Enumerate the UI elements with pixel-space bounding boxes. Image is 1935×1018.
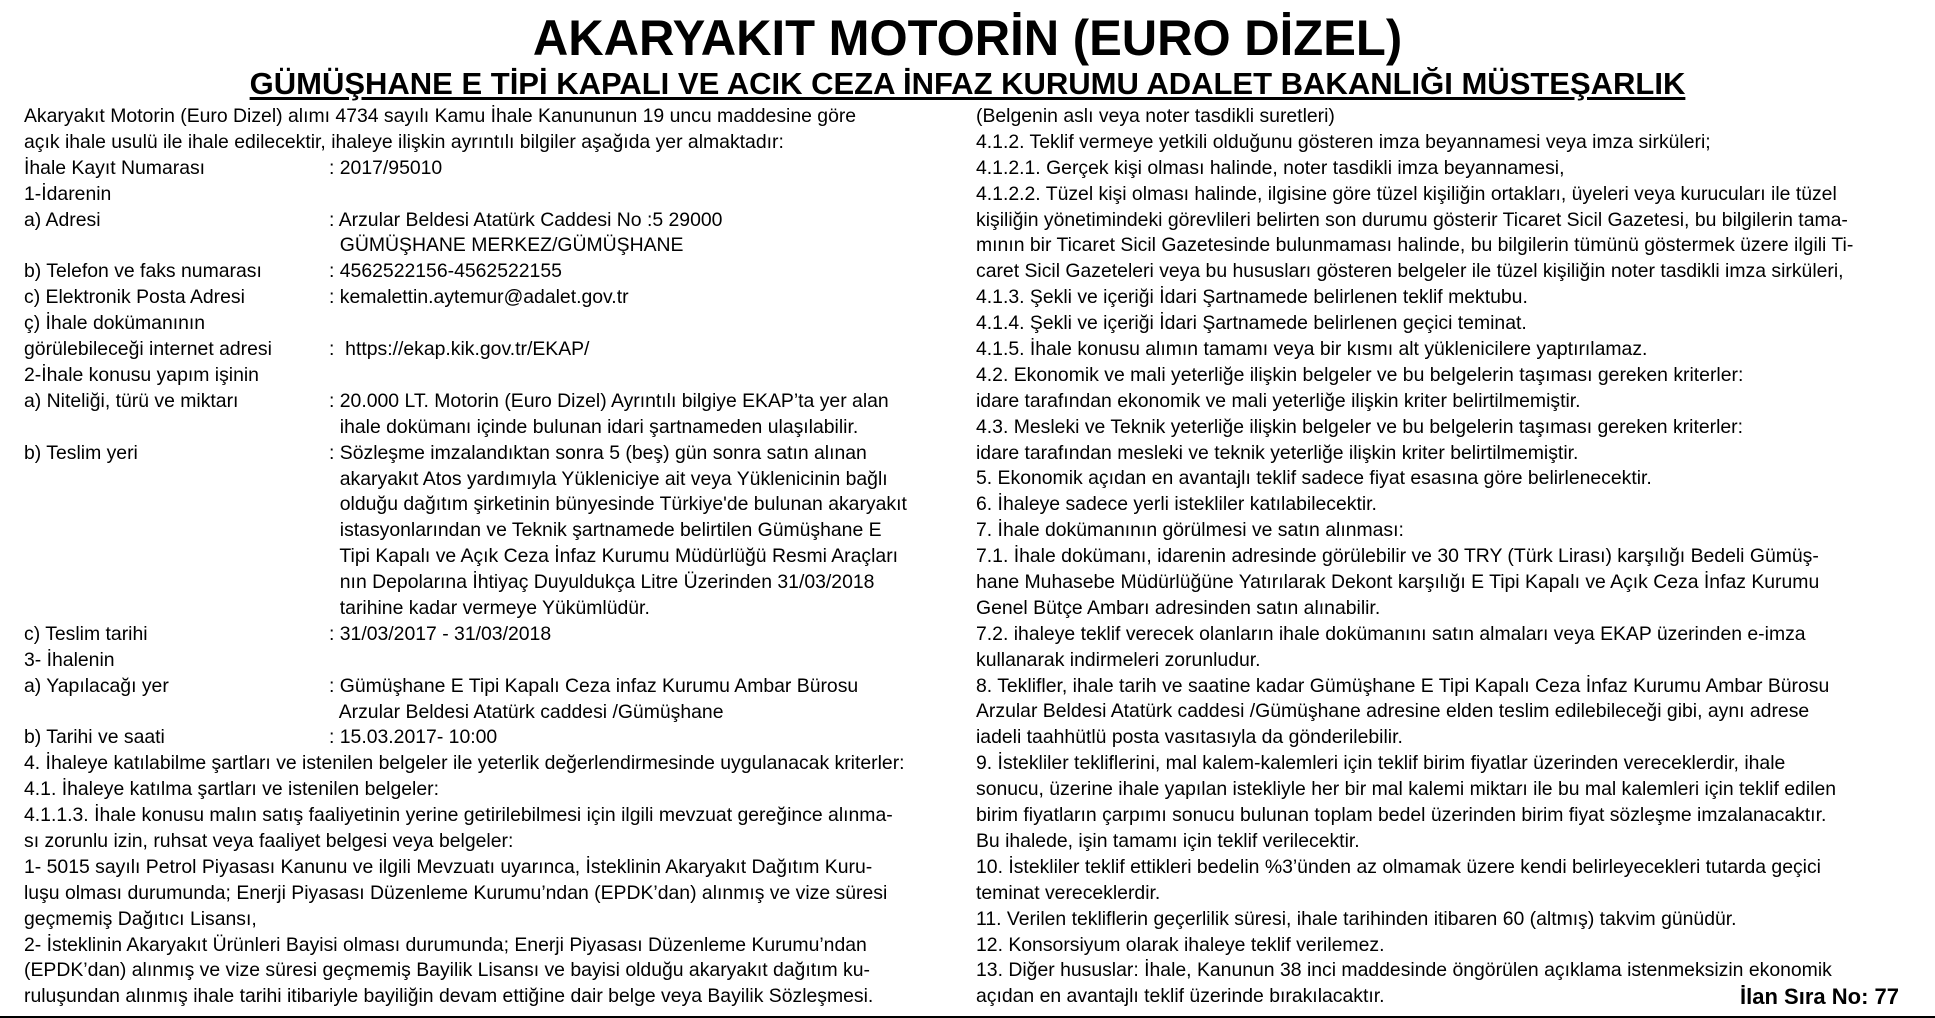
paragraph-line: 10. İstekliler teklif ettikleri bedelin %3’ünden az olmamak üzere kendi belirleyecekleri tutarda geçici xyxy=(976,855,1821,878)
paragraph-line: 7.2. ihaleye teklif verecek olanların ihale dokümanını satın almaları veya EKAP üzerinden e-imza xyxy=(976,622,1806,645)
paragraph-line: kişiliğin yönetimindeki görevlileri belirten son durumu gösterir Ticaret Sicil Gazetesi, bu bilgilerin tama- xyxy=(976,208,1848,231)
paragraph-line: 4.1.2. Teklif vermeye yetkili olduğunu gösteren imza beyannamesi veya imza sirküleri; xyxy=(976,130,1711,153)
document-url-row xyxy=(24,337,960,363)
tender-place-line: : Gümüşhane E Tipi Kapalı Ceza infaz Kurumu Ambar Bürosu xyxy=(329,674,859,697)
paragraph-line: kullanarak indirmeleri zorunludur. xyxy=(976,648,1261,671)
tender-place-label: a) Yapılacağı yer xyxy=(24,674,169,697)
paragraph-line: teminat vereceklerdir. xyxy=(976,881,1161,904)
paragraph-line: açıdan en avantajlı teklif üzerinde bırakılacaktır. xyxy=(976,985,1385,1008)
paragraph-line: birim fiyatların çarpımı sonucu bulunan toplam bedel üzerinden birim fiyat sözleşme imzalanacaktır. xyxy=(976,804,1827,827)
address-label: a) Adresi xyxy=(24,208,101,231)
nature-label: a) Niteliği, türü ve miktarı xyxy=(24,389,239,412)
phone-row xyxy=(24,259,960,285)
paragraph-line: (EPDK’dan) alınmış ve vize süresi geçmemiş Bayilik Lisansı ve bayisi olduğu akaryakıt dağıtım ku- xyxy=(24,959,870,982)
paragraph-line: 8. Teklifler, ihale tarih ve saatine kadar Gümüşhane E Tipi Kapalı Ceza İnfaz Kurumu Ambar Bürosu xyxy=(976,674,1830,697)
paragraph-line: mının bir Ticaret Sicil Gazetesinde bulunmaması halinde, bu bilgilerin tümünü göstermek üzere ilgili Ti- xyxy=(976,234,1854,257)
nature-value-line: : 20.000 LT. Motorin (Euro Dizel) Ayrıntılı bilgiye EKAP’ta yer alan xyxy=(329,389,889,412)
delivery-place-line: : Sözleşme imzalandıktan sonra 5 (beş) gün sonra satın alınan xyxy=(329,441,867,464)
paragraph-line: 4. İhaleye katılabilme şartları ve istenilen belgeler ile yeterlik değerlendirmesinde uygulanacak kriterler: xyxy=(24,752,905,775)
tender-date-label: b) Tarihi ve saati xyxy=(24,726,165,749)
paragraph-line: hane Muhasebe Müdürlüğüne Yatırılarak Dekont karşılığı E Tipi Kapalı ve Açık Ceza İnfaz Kurumu xyxy=(976,571,1820,594)
paragraph-line: geçmemiş Dağıtıcı Lisansı, xyxy=(24,907,257,930)
document-url-value: : https://ekap.kik.gov.tr/EKAP/ xyxy=(329,338,590,361)
paragraph-line: caret Sicil Gazeteleri veya bu hususları gösteren belgeler ile tüzel kişiliğin noter tasdikli imza sirküleri, xyxy=(976,260,1844,283)
address-value-line: : Arzular Beldesi Atatürk Caddesi No :5 29000 xyxy=(329,208,723,231)
paragraph-line: Arzular Beldesi Atatürk caddesi /Gümüşhane adresine elden teslim edilebileceği gibi, aynı adrese xyxy=(976,700,1810,723)
tender-date-row xyxy=(24,725,960,751)
paragraph-line: 6. İhaleye sadece yerli istekliler katılabilecektir. xyxy=(976,493,1377,516)
paragraph-line: idare tarafından ekonomik ve mali yeterliğe ilişkin kriter belirtilmemiştir. xyxy=(976,389,1581,412)
paragraph-line: sonucu, üzerine ihale yapılan istekliyle her bir mal kalemi miktarı ile bu mal kalemleri için teklif edilen xyxy=(976,778,1837,801)
delivery-place-line: akaryakıt Atos yardımıyla Yükleniciye ait veya Yüklenicinin bağlı xyxy=(329,467,888,490)
ikn-label: İhale Kayıt Numarası xyxy=(24,156,206,179)
paragraph-line: Bu ihalede, işin tamamı için teklif verilecektir. xyxy=(976,829,1360,852)
paragraph-line: 4.2. Ekonomik ve mali yeterliğe ilişkin belgeler ve bu belgelerin taşıması gereken kriterler: xyxy=(976,363,1744,386)
delivery-place-line: tarihine kadar vermeye Yükümlüdür. xyxy=(329,596,650,619)
nature-row xyxy=(24,389,960,441)
address-value-line: GÜMÜŞHANE MERKEZ/GÜMÜŞHANE xyxy=(329,234,684,257)
intro-line: Akaryakıt Motorin (Euro Dizel) alımı 4734 sayılı Kamu İhale Kanununun 19 uncu maddesine göre xyxy=(24,105,857,127)
left-column xyxy=(24,104,960,1010)
tender-date-value: : 15.03.2017- 10:00 xyxy=(329,726,498,749)
ikn-row xyxy=(24,156,960,182)
email-label: c) Elektronik Posta Adresi xyxy=(24,286,245,309)
ad-sequence-number: İlan Sıra No: 77 xyxy=(1740,984,1899,1009)
delivery-date-label: c) Teslim tarihi xyxy=(24,622,148,645)
paragraph-line: 4.3. Mesleki ve Teknik yeterliğe ilişkin belgeler ve bu belgelerin taşıması gereken kriterler: xyxy=(976,415,1744,438)
delivery-date-row xyxy=(24,622,960,648)
paragraph-line: 4.1.3. Şekli ve içeriği İdari Şartnamede belirlenen teklif mektubu. xyxy=(976,286,1528,309)
delivery-place-line: istasyonlarından ve Teknik şartnamede belirtilen Gümüşhane E xyxy=(329,519,882,542)
phone-value: : 4562522156-4562522155 xyxy=(329,260,562,283)
paragraph-line: 11. Verilen tekliflerin geçerlilik süresi, ihale tarihinden itibaren 60 (altmış) takvim günüdür. xyxy=(976,907,1737,930)
paragraph-line: Genel Bütçe Ambarı adresinden satın alınabilir. xyxy=(976,596,1381,619)
paragraph-line: 2- İsteklinin Akaryakıt Ürünleri Bayisi olması durumunda; Enerji Piyasası Düzenleme Kurumu’ndan xyxy=(24,933,867,956)
delivery-place-line: olduğu dağıtım şirketinin bünyesinde Türkiye'de bulunan akaryakıt xyxy=(329,493,907,516)
paragraph-line: luşu olması durumunda; Enerji Piyasası Düzenleme Kurumu’ndan (EPDK’dan) alınmış ve vize süresi xyxy=(24,881,888,904)
section-heading: 1-İdarenin xyxy=(24,182,112,205)
paragraph-line: iadeli taahhütlü posta vasıtasıyla da gönderilebilir. xyxy=(976,726,1403,749)
delivery-date-value: : 31/03/2017 - 31/03/2018 xyxy=(329,622,552,645)
section-heading: 3- İhalenin xyxy=(24,648,115,671)
ikn-value: : 2017/95010 xyxy=(329,156,443,179)
intro-line: açık ihale usulü ile ihale edilecektir, ihaleye ilişkin ayrıntılı bilgiler aşağıda yer almaktadır: xyxy=(24,130,784,153)
delivery-place-label: b) Teslim yeri xyxy=(24,441,138,464)
paragraph-line: 4.1.1.3. İhale konusu malın satış faaliyetinin yerine getirilebilmesi için ilgili mevzuat gereğince alınma- xyxy=(24,804,893,827)
email-value: : kemalettin.aytemur@adalet.gov.tr xyxy=(329,286,629,309)
paragraph-line: 5. Ekonomik açıdan en avantajlı teklif sadece fiyat esasına göre belirlenecektir. xyxy=(976,467,1652,490)
ad-title: AKARYAKIT MOTORİN (EURO DİZEL) xyxy=(532,10,1403,66)
document-url-label: görülebileceği internet adresi xyxy=(24,338,272,361)
paragraph-line: 4.1.2.1. Gerçek kişi olması halinde, noter tasdikli imza beyannamesi, xyxy=(976,156,1565,179)
right-column xyxy=(976,104,1916,1010)
delivery-place-line: nın Depolarına İhtiyaç Duyuldukça Litre Üzerinden 31/03/2018 xyxy=(329,571,875,594)
paragraph-line: 4.1.2.2. Tüzel kişi olması halinde, ilgisine göre tüzel kişiliğin ortakları, üyeleri veya kurucuları ile tüzel xyxy=(976,182,1837,205)
paragraph-line: ruluşundan alınmış ihale tarihi itibariyle bayiliğin devam ettiğine dair belge veya Bayilik Sözleşmesi. xyxy=(24,985,874,1008)
paragraph-line: 7. İhale dokümanının görülmesi ve satın alınması: xyxy=(976,519,1404,542)
paragraph-line: 4.1.5. İhale konusu alımın tamamı veya bir kısmı alt yüklenicilere yaptırılamaz. xyxy=(976,338,1648,361)
paragraph-line: 12. Konsorsiyum olarak ihaleye teklif verilemez. xyxy=(976,933,1385,956)
paragraph-line: 1- 5015 sayılı Petrol Piyasası Kanunu ve ilgili Mevzuatı uyarınca, İsteklinin Akaryakıt Dağıtım Kuru- xyxy=(24,855,873,878)
address-row xyxy=(24,208,960,260)
tender-place-row xyxy=(24,674,960,726)
paragraph-line: 13. Diğer hususlar: İhale, Kanunun 38 inci maddesinde öngörülen açıklama istenmeksizin ekonomik xyxy=(976,959,1832,982)
paragraph-line: 4.1.4. Şekli ve içeriği İdari Şartnamede belirlenen geçici teminat. xyxy=(976,312,1527,335)
paragraph-line: idare tarafından mesleki ve teknik yeterliğe ilişkin kriter belirtilmemiştir. xyxy=(976,441,1579,464)
email-row xyxy=(24,285,960,311)
phone-label: b) Telefon ve faks numarası xyxy=(24,260,262,283)
ad-subtitle: GÜMÜŞHANE E TİPİ KAPALI VE ACIK CEZA İNFAZ KURUMU ADALET BAKANLIĞI MÜSTEŞARLIK xyxy=(249,66,1686,101)
delivery-place-row xyxy=(24,441,960,622)
paragraph-line: (Belgenin aslı veya noter tasdikli suretleri) xyxy=(976,105,1335,127)
paragraph-line: 9. İstekliler tekliflerini, mal kalem-kalemleri için teklif birim fiyatlar üzerinden vereceklerdir, ihale xyxy=(976,752,1786,775)
document-label-line: ç) İhale dokümanının xyxy=(24,312,206,335)
nature-value-line: ihale dokümanı içinde bulunan idari şartnameden ulaşılabilir. xyxy=(329,415,859,438)
paragraph-line: 7.1. İhale dokümanı, idarenin adresinde görülebilir ve 30 TRY (Türk Lirası) karşılığı Bedeli Gümüş- xyxy=(976,545,1819,568)
tender-place-line: Arzular Beldesi Atatürk caddesi /Gümüşhane xyxy=(329,700,724,723)
paragraph-line: sı zorunlu izin, ruhsat veya faaliyet belgesi veya belgeler: xyxy=(24,830,514,853)
delivery-place-line: Tipi Kapalı ve Açık Ceza İnfaz Kurumu Müdürlüğü Resmi Araçları xyxy=(329,545,899,568)
paragraph-line: 4.1. İhaleye katılma şartları ve istenilen belgeler: xyxy=(24,778,439,801)
section-heading: 2-İhale konusu yapım işinin xyxy=(24,363,259,386)
